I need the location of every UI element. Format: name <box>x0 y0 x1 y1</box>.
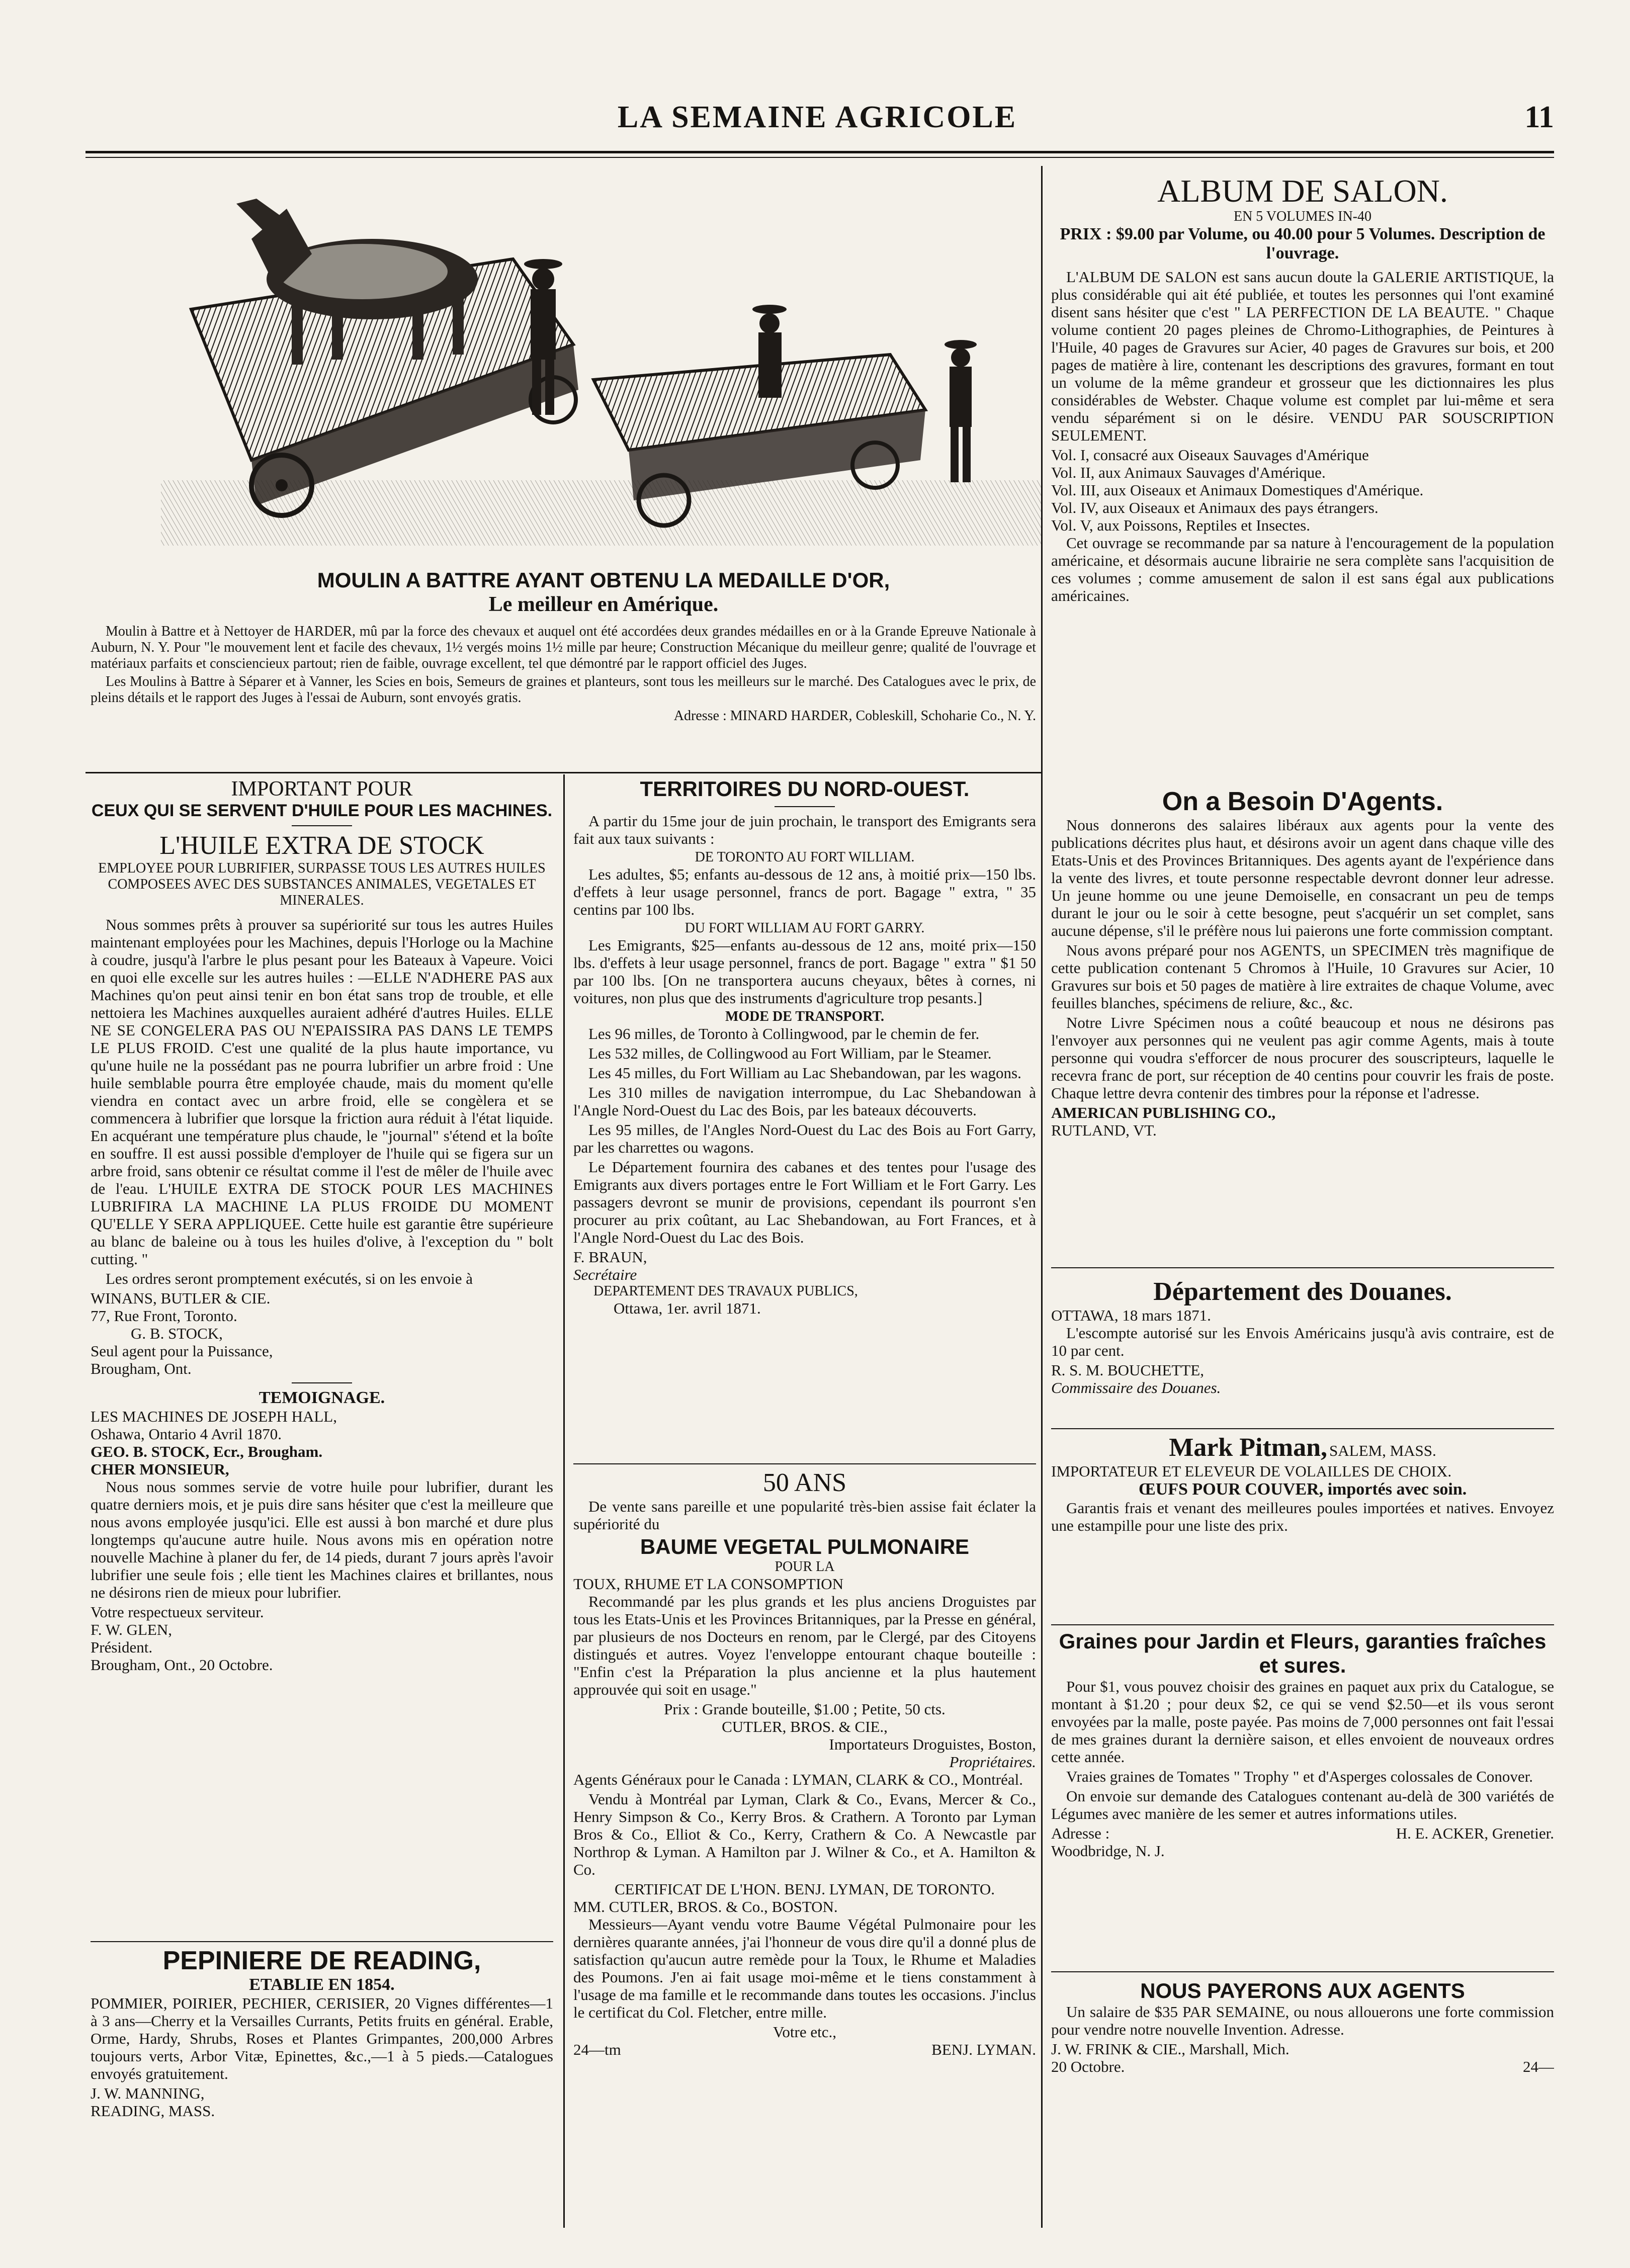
graines-advertisement <box>1051 1629 1554 1860</box>
divider <box>1051 1624 1554 1625</box>
pepiniere-advertisement <box>91 1946 553 2120</box>
album-vol-3: Vol. III, aux Oiseaux et Animaux Domestiques d'Amérique. <box>1051 481 1424 499</box>
baume-p4: Vendu à Montréal par Lyman, Clark & Co., Evans, Mercer & Co., Henry Simpson & Co., Kerry Bros. & Crathern. A Toronto par Lyman Bros & Co., Elliot & Co., Kerry, Crathern & Co. A Newcastle par Northrop & Lyman. A Hamilton par J. Wilner & Co., et A. Hamilton & Co. <box>573 1790 1036 1878</box>
temoignage-letter: Nous nous sommes servie de votre huile pour lubrifier, durant les quatre derniers mois, et je puis dire sans hésiter que c'est la meilleure que nous avons employée jusqu'ici. Elle est aussi à bon marché et dure plus longtemps qu'aucune autre huile. Nous avons mis en opération notre nouvelle Machine à planer du fer, de 14 pieds, durant 7 jours après l'avoir lubrifier une seule fois ; elle tient les Machines claires et brillantes, nous ne désirons rien de mieux pour lubrifier. <box>91 1478 553 1601</box>
territoires-p4: Les 96 milles, de Toronto à Collingwood, par le chemin de fer. <box>588 1025 980 1042</box>
album-title: ALBUM DE SALON. <box>1157 173 1448 209</box>
album-sub: EN 5 VOLUMES IN-40 <box>1233 209 1372 224</box>
territoires-s1: DE TORONTO AU FORT WILLIAM. <box>695 849 915 865</box>
header-rule-thin <box>85 157 1554 158</box>
moulin-text-2: Les Moulins à Battre à Séparer et à Vanner, les Scies en bois, Semeurs de graines et planteurs, sont tous les meilleurs sur le marché. Des Catalogues avec le prix, de pleins détails et le rapport des Juges à l'essai de Auburn, sont envoyés gratis. <box>91 674 1036 706</box>
agents-p1: Nous donnerons des salaires libéraux aux agents pour la vente des publications décrites plus haut, et désirons avoir un agent dans chaque ville des Etats-Unis et des Provinces Britanniques. Des agents ayant de l'expérience dans la vente des livres, et toute personne respectable devront donner leur adresse. Un jeune homme ou une jeune Demoiselle, en consacrant un peu de temps durant le jour ou le soir à cette besogne, peut s'acquérir un set complet, sans aucune dépense, s'il le préfère nous lui paierons une forte commission comptant. <box>1051 816 1554 939</box>
territoires-p1: A partir du 15me jour de juin prochain, le transport des Emigrants sera fait aux taux suivants : <box>573 812 1036 847</box>
huile-heading-2: CEUX QUI SE SERVENT D'HUILE POUR LES MACHINES. <box>91 801 553 820</box>
header-rule <box>85 151 1554 153</box>
divider <box>1051 1428 1554 1429</box>
moulin-subtitle: Le meilleur en Amérique. <box>488 593 719 616</box>
baume-tm: 24—tm <box>573 2041 621 2058</box>
baume-p2: Recommandé par les plus grands et les plus anciens Droguistes par tous les Etats-Unis et les Provinces Britanniques, par la Presse en général, par plusieurs de nos Docteurs en renom, par le Clergé, par des Citoyens distingués et autres. Voyez l'enveloppe entourant chaque bouteille : "Enfin c'est la Préparation la plus ancienne et la plus hautement approuvée qui soit en usage." <box>573 1593 1036 1698</box>
payerons-num: 24— <box>1523 2058 1554 2075</box>
payerons-advertisement <box>1051 1979 1554 2075</box>
album-p2: Cet ouvrage se recommande par sa nature à l'encouragement de la population américaine, et désormais aucune librairie ne sera complète sans l'acquisition de ces volumes ; comme amusement de salon il est sans égal aux publications américaines. <box>1051 534 1554 604</box>
baume-advertisement <box>573 1468 1036 2058</box>
territoires-p7: Les 310 milles de navigation interrompue, du Lac Shebandowan à l'Angle Nord-Ouest du Lac des Bois, par les bateaux découverts. <box>573 1084 1036 1119</box>
graines-place: Woodbridge, N. J. <box>1051 1842 1165 1860</box>
baume-p3: Agents Généraux pour le Canada : LYMAN, CLARK & CO., Montréal. <box>573 1771 1023 1788</box>
douanes-p1: L'escompte autorisé sur les Envois Américains jusqu'à avis contraire, est de 10 par cent. <box>1051 1324 1554 1359</box>
huile-stock: G. B. STOCK, <box>131 1325 223 1342</box>
territoires-p3: Les Emigrants, $25—enfants au-dessous de 12 ans, moité prix—150 lbs. d'effets à leur usage personnel, francs de port. Bagage " extra " $1 50 par 100 lbs. [On ne transportera aucuns cheyaux, bêtes à cornes, ni voitures, non plus que des instruments d'agriculture trop pesants.] <box>573 936 1036 1007</box>
baume-mm: MM. CUTLER, BROS. & Co., BOSTON. <box>573 1898 838 1915</box>
baume-p1: De vente sans pareille et une popularité très-bien assise fait éclater la supériorité du <box>573 1498 1036 1533</box>
agents-sign: AMERICAN PUBLISHING CO., <box>1051 1104 1276 1121</box>
baume-sign: BENJ. LYMAN. <box>931 2041 1036 2058</box>
temoignage-line-4: CHER MONSIEUR, <box>91 1460 229 1478</box>
column-divider-right <box>1041 166 1043 2228</box>
pitman-advertisement <box>1051 1433 1554 1536</box>
payerons-date: 20 Octobre. <box>1051 2058 1125 2075</box>
graines-addr-label: Adresse : <box>1051 1824 1110 1842</box>
temoignage-date: Brougham, Ont., 20 Octobre. <box>91 1656 273 1674</box>
moulin-advertisement <box>171 568 1036 617</box>
baume-cutler: CUTLER, BROS. & CIE., <box>722 1718 888 1735</box>
territoires-s2: DU FORT WILLIAM AU FORT GARRY. <box>684 920 925 936</box>
douanes-date: OTTAWA, 18 mars 1871. <box>1051 1306 1211 1324</box>
temoignage-sign-3: Président. <box>91 1638 153 1656</box>
graines-title: Graines pour Jardin et Fleurs, garanties fraîches et sures. <box>1059 1629 1547 1677</box>
temoignage-sign-2: F. W. GLEN, <box>91 1621 173 1638</box>
pitman-sub: IMPORTATEUR ET ELEVEUR DE VOLAILLES DE CHOIX. <box>1051 1462 1452 1480</box>
album-p1: L'ALBUM DE SALON est sans aucun doute la GALERIE ARTISTIQUE, la plus considérable qui ait été publiée, et toutes les personnes qui l'ont examiné disent sans hésiter que c'est " LA PERFECTION DE LA BEAUTE. " Chaque volume contient 20 pages pleines de Chromo-Lithographies, de Peintures à l'Huile, 40 pages de Gravures sur Acier, 40 pages de Gravures sur bois, et 200 pages de matière à lire, contenant les descriptions des gravures, formant en tout un volume de la même grandeur et grosseur que les dictionnaires les plus considérables de Webster. Chaque volume est complet par lui-même et sera vendu séparément si on le désire. VENDU PAR SOUSCRIPTION SEULEMENT. <box>1051 268 1554 444</box>
agents-p2: Nous avons préparé pour nos AGENTS, un SPECIMEN très magnifique de cette publication contenant 5 Chromos à l'Huile, 10 Gravures sur Acier, 10 Gravures sur bois et 50 pages de matière à lire extraites de chaque Volume, avec feuilles blanches, spécimens de reliure, &c., &c. <box>1051 941 1554 1012</box>
pitman-title: Mark Pitman, <box>1169 1433 1328 1462</box>
agents-advertisement <box>1051 787 1554 1139</box>
baume-votre: Votre etc., <box>773 2023 836 2041</box>
graines-p3: On envoie sur demande des Catalogues contenant au-delà de 300 variétés de Légumes avec manière de les semer et autres informations utiles. <box>1051 1787 1554 1822</box>
huile-agent: Seul agent pour la Puissance, <box>91 1342 273 1360</box>
temoignage-title: TEMOIGNAGE. <box>259 1388 385 1407</box>
territoires-sign: F. BRAUN, <box>573 1248 647 1266</box>
territoires-p5: Les 532 milles, de Collingwood au Fort William, par le Steamer. <box>588 1044 992 1062</box>
payerons-title: NOUS PAYERONS AUX AGENTS <box>1140 1979 1465 2002</box>
pepiniere-body: POMMIER, POIRIER, PECHIER, CERISIER, 20 Vignes différentes—1 à 3 ans—Cherry et la Versailles Currants, Petits fruits en général. Erable, Orme, Hardy, Shrubs, Roses et Plantes Grimpantes, 200,000 Arbres toujours verts, Arbor Vitæ, Epinettes, &c.,—1 à 5 pieds.—Catalogues envoyés gratuitement. <box>91 1994 553 2082</box>
graines-p2: Vraies graines de Tomates " Trophy " et d'Asperges colossales de Conover. <box>1066 1768 1533 1785</box>
douanes-role: Commissaire des Douanes. <box>1051 1379 1221 1397</box>
divider <box>1051 1971 1554 1972</box>
territoires-s3: MODE DE TRANSPORT. <box>725 1009 885 1024</box>
album-vol-4: Vol. IV, aux Oiseaux et Animaux des pays étrangers. <box>1051 499 1379 516</box>
graines-p1: Pour $1, vous pouvez choisir des graines en paquet aux prix du Catalogue, se montant à $1.20 ; pour deux $2, ce qui se vend $2.50—et ils vous seront envoyées par la malle, poste payée. Pas moins de 7,000 personnes ont fait l'essai de mes graines durant la dernière saison, et elles envoient de nouveaux ordres cette année. <box>1051 1678 1554 1766</box>
pepiniere-sub: ETABLIE EN 1854. <box>249 1975 395 1994</box>
divider <box>775 806 835 807</box>
masthead-title: LA SEMAINE AGRICOLE <box>617 100 1017 134</box>
temoignage-line-1: LES MACHINES DE JOSEPH HALL, <box>91 1408 337 1425</box>
baume-pour: POUR LA <box>775 1559 835 1575</box>
baume-cert: CERTIFICAT DE L'HON. BENJ. LYMAN, DE TORONTO. <box>614 1880 995 1898</box>
pitman-oeufs: ŒUFS POUR COUVER, importés avec soin. <box>1138 1480 1467 1499</box>
moulin-text-block <box>91 624 1036 724</box>
moulin-title: MOULIN A BATTRE AYANT OBTENU LA MEDAILLE D'OR, <box>317 568 890 592</box>
divider <box>573 1463 1036 1464</box>
baume-prix: Prix : Grande bouteille, $1.00 ; Petite, 50 cts. <box>664 1700 946 1718</box>
divider <box>292 1382 352 1383</box>
payerons-p1: Un salaire de $35 PAR SEMAINE, ou nous allouerons une forte commission pour vendre notre nouvelle Invention. Adresse. <box>1051 2003 1554 2038</box>
territoires-p9: Le Département fournira des cabanes et des tentes pour l'usage des Emigrants aux divers portages entre le Fort William et le Fort Garry. Les passagers devront se munir de provisions, cependant ils pourront s'en procurer au prix coûtant, au Lac Shebandowan, au Fort Frances, et à l'Angle Nord-Ouest du Lac des Bois. <box>573 1158 1036 1246</box>
album-advertisement <box>1051 173 1554 606</box>
huile-advertisement <box>91 777 553 1674</box>
territoires-date: Ottawa, 1er. avril 1871. <box>614 1299 761 1317</box>
album-vol-5: Vol. V, aux Poissons, Reptiles et Insectes. <box>1051 516 1310 534</box>
territoires-p8: Les 95 milles, de l'Angles Nord-Ouest du Lac des Bois au Fort Garry, par les charrettes ou wagons. <box>573 1121 1036 1156</box>
pitman-place: SALEM, MASS. <box>1329 1442 1436 1459</box>
huile-agent-place: Brougham, Ont. <box>91 1360 192 1377</box>
douanes-sign: R. S. M. BOUCHETTE, <box>1051 1361 1204 1379</box>
territoires-p6: Les 45 milles, du Fort William au Lac Shebandowan, par les wagons. <box>588 1064 1021 1082</box>
baume-cutler-3: Propriétaires. <box>949 1753 1036 1771</box>
huile-body: Nous sommes prêts à prouver sa supériorité sur tous les autres Huiles maintenant employées pour les Machines, depuis l'Horloge ou la Machine à coudre, jusqu'à l'arbre le plus pesant pour les Bateaux à Vapeure. Voici en quoi elle excelle sur les autres huiles : —ELLE N'ADHERE PAS aux Machines qu'on peut ainsi tenir en bon état sans trop de trouble, et elle nettoiera les Machines auxquelles auraient adhéré d'autres Huiles. ELLE NE SE CONGELERA PAS OU N'EPAISSIRA PAS DANS LE TEMPS LE PLUS FROID. C'est une qualité de la plus haute importance, vu qu'une huile ne la possédant pas ne pourra lubrifier un arbre froid : Une huile semblable pourra être employée chaude, mais du moment qu'elle viendra en contact avec un arbre froid, elle se congèlera et se commencera à lubrifier que lorsque la friction aura réduit à l'état liquide. En acquérant une température plus chaude, le "journal" s'étend et la boîte en souffre. Il est aussi possible d'employer de l'huile qui se figera sur un arbre froid, sans obtenir ce résultat comme il l'est de mêler de l'huile avec de l'eau. L'HUILE EXTRA DE STOCK POUR LES MACHINES LUBRIFIRA LA MACHINE LA PLUS FROIDE DU MOMENT QU'ELLE Y SERA APPLIQUEE. Cette huile est garantie être supérieure au blanc de baleine ou à tous les huiles d'olive, à l'exception du " bolt cutting. " <box>91 916 553 1268</box>
baume-sub: TOUX, RHUME ET LA CONSOMPTION <box>573 1575 844 1593</box>
album-prix: PRIX : $9.00 par Volume, ou 40.00 pour 5 Volumes. Description de l'ouvrage. <box>1060 225 1546 263</box>
douanes-notice <box>1051 1277 1554 1397</box>
album-vol-2: Vol. II, aux Animaux Sauvages d'Amérique. <box>1051 464 1326 481</box>
moulin-address: Adresse : MINARD HARDER, Cobleskill, Schoharie Co., N. Y. <box>673 708 1036 724</box>
pepiniere-place: READING, MASS. <box>91 2102 215 2120</box>
baume-cutler-2: Importateurs Droguistes, Boston, <box>829 1735 1036 1753</box>
territoires-dept: DEPARTEMENT DES TRAVAUX PUBLICS, <box>593 1283 858 1299</box>
agents-title: On a Besoin D'Agents. <box>1162 787 1443 816</box>
moulin-text: Moulin à Battre et à Nettoyer de HARDER, mû par la force des chevaux et auquel ont été accordées deux grandes médailles en or à la Grande Epreuve Nationale à Auburn, N. Y. Pour "le mouvement lent et facile des chevaux, 1½ vergés moins 1½ mille par heure; Construction Mécanique du meilleur genre; qualité de l'ouvrage et matériaux parfaits et consciencieux partout; rien de faible, ouvrage excellent, tel que démontré par le rapport officiel des Juges. <box>91 624 1036 671</box>
agents-place: RUTLAND, VT. <box>1051 1121 1157 1139</box>
huile-heading-1: IMPORTANT POUR <box>231 777 413 801</box>
divider <box>1051 1267 1554 1268</box>
huile-heading-3: L'HUILE EXTRA DE STOCK <box>159 831 484 860</box>
temoignage-sign-1: Votre respectueux serviteur. <box>91 1603 264 1621</box>
huile-firm: WINANS, BUTLER & CIE. <box>91 1289 271 1307</box>
territoires-advertisement <box>573 777 1036 1317</box>
territoires-title: TERRITOIRES DU NORD-OUEST. <box>640 777 970 801</box>
huile-firm-address: 77, Rue Front, Toronto. <box>91 1307 237 1325</box>
territoires-role: Secrétaire <box>573 1266 637 1283</box>
column-divider-left <box>563 774 565 2228</box>
temoignage-line-2: Oshawa, Ontario 4 Avril 1870. <box>91 1425 282 1443</box>
huile-orders: Les ordres seront promptement exécutés, si on les envoie à <box>106 1270 473 1287</box>
graines-name: H. E. ACKER, Grenetier. <box>1396 1824 1554 1842</box>
payerons-sign: J. W. FRINK & CIE., Marshall, Mich. <box>1051 2040 1290 2058</box>
divider <box>292 825 352 826</box>
huile-heading-4: EMPLOYEE POUR LUBRIFIER, SURPASSE TOUS LES AUTRES HUILES COMPOSEES AVEC DES SUBSTANCES ANIMALES, VEGETALES ET MINERALES. <box>98 860 546 908</box>
pepiniere-sign: J. W. MANNING, <box>91 2084 205 2102</box>
baume-title: BAUME VEGETAL PULMONAIRE <box>640 1535 970 1558</box>
agents-p3: Notre Livre Spécimen nous a coûté beaucoup et nous ne désirons pas l'envoyer aux personnes qui ne veulent pas agir comme Agents, mais à toute personne qui voudra s'efforcer de nous procurer des souscripteurs, laquelle le recevra franc de port, sur réception de 40 centins pour couvrir les frais de poste. Chaque lettre devra contenir des timbres pour la réponse et l'adresse. <box>1051 1014 1554 1102</box>
territoires-p2: Les adultes, $5; enfants au-dessous de 12 ans, à moitié prix—150 lbs. d'effets à leur usage personnel, francs de port. Bagage " extra, " 35 centins par 100 lbs. <box>573 865 1036 918</box>
baume-heading: 50 ANS <box>762 1468 847 1497</box>
baume-p5: Messieurs—Ayant vendu votre Baume Végétal Pulmonaire pour les dernières quarante années, j'ai l'honneur de vous dire qu'il a donné plus de satisfaction qu'aucun autre remède pour la Toux, le Rhume et Maladies des Poumons. J'en ai fait usage moi-même et le tiens constamment à l'usage de ma famille et le recommande dans toutes les occasions. J'inclus le certificat du Col. Fletcher, entre mille. <box>573 1915 1036 2021</box>
pitman-p1: Garantis frais et venant des meilleures poules importées et natives. Envoyez une estampille pour une liste des prix. <box>1051 1499 1554 1534</box>
threshing-machine-engraving <box>161 179 1041 561</box>
divider <box>91 1941 553 1942</box>
pepiniere-title: PEPINIERE DE READING, <box>162 1946 481 1975</box>
page-number: 11 <box>1524 100 1554 134</box>
douanes-title: Département des Douanes. <box>1153 1277 1452 1306</box>
section-divider <box>85 772 1041 773</box>
temoignage-line-3: GEO. B. STOCK, Ecr., Brougham. <box>91 1443 323 1460</box>
album-vol-1: Vol. I, consacré aux Oiseaux Sauvages d'Amérique <box>1051 446 1369 464</box>
